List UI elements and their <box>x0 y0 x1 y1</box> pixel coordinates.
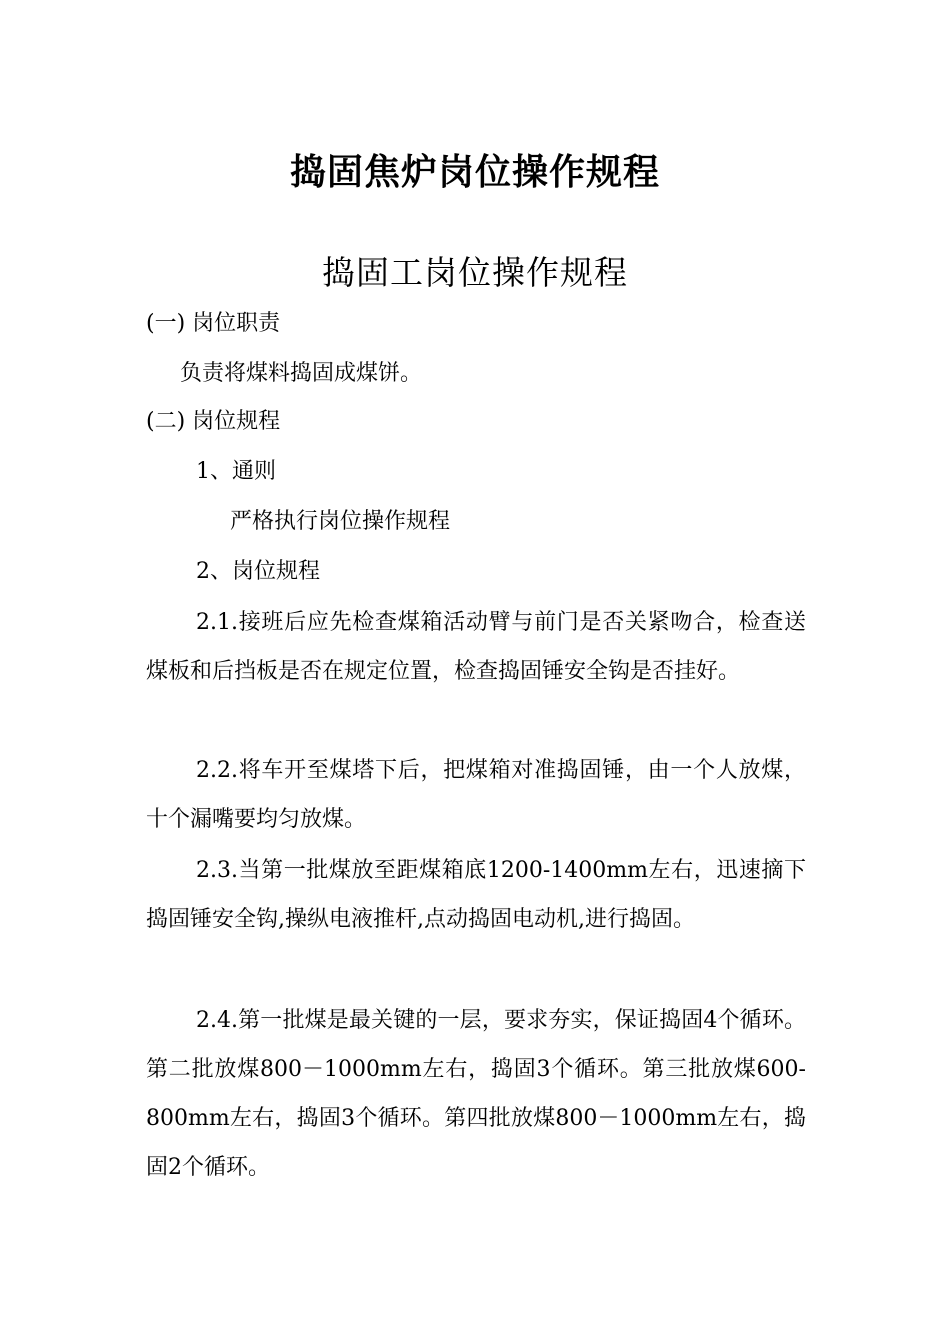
rules-heading: (二) 岗位规程 <box>146 409 281 434</box>
general-heading: 1、通则 <box>196 459 276 484</box>
duty-heading: (一) 岗位职责 <box>146 311 281 336</box>
paragraph-2-3: 2.3.当第一批煤放至距煤箱底1200-1400mm左右，迅速摘下捣固锤安全钩,操纵电液推杆,点动捣固电动机,进行捣固。 <box>146 858 806 932</box>
post-rules-heading: 2、岗位规程 <box>196 559 320 584</box>
duty-text: 负责将煤料捣固成煤饼。 <box>180 361 423 386</box>
document-title: 捣固焦炉岗位操作规程 <box>289 152 660 193</box>
paragraph-2-4: 2.4.第一批煤是最关键的一层，要求夯实，保证捣固4个循环。第二批放煤800－1000mm左右，捣固3个循环。第三批放煤600-800mm左右，捣固3个循环。第四批放煤800－1000mm左右，捣固2个循环。 <box>146 1008 806 1180</box>
general-text: 严格执行岗位操作规程 <box>230 509 451 534</box>
paragraph-2-2: 2.2.将车开至煤塔下后，把煤箱对准捣固锤，由一个人放煤，十个漏嘴要均匀放煤。 <box>146 758 806 832</box>
document-subtitle: 捣固工岗位操作规程 <box>322 253 628 292</box>
paragraph-2-1: 2.1.接班后应先检查煤箱活动臂与前门是否关紧吻合，检查送煤板和后挡板是否在规定位置，检查捣固锤安全钩是否挂好。 <box>146 610 806 684</box>
